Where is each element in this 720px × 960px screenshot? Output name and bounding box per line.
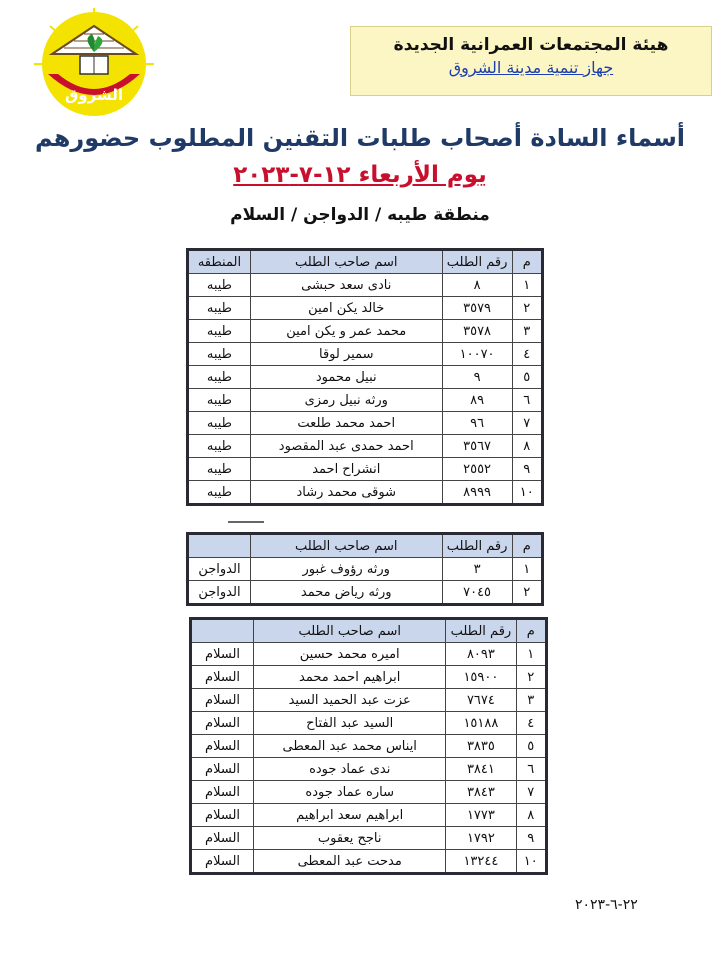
cell-request-number: ٣ [442, 558, 512, 581]
cell-area: طيبه [188, 343, 251, 366]
cell-applicant-name: احمد حمدى عبد المقصود [250, 435, 442, 458]
cell-area: طيبه [188, 320, 251, 343]
table-row [188, 435, 543, 458]
table-row [191, 781, 547, 804]
table-row [188, 458, 543, 481]
cell-no: ٤ [516, 712, 547, 735]
cell-applicant-name: سمير لوقا [250, 343, 442, 366]
cell-applicant-name: عزت عبد الحميد السيد [254, 689, 446, 712]
org-subtitle: جهاز تنمية مدينة الشروق [448, 58, 614, 77]
table-header-row [191, 619, 547, 643]
cell-request-number: ١٠٠٧٠ [442, 343, 512, 366]
cell-area: طيبه [188, 412, 251, 435]
cell-area: السلام [191, 643, 254, 666]
cell-no: ٣ [512, 320, 542, 343]
divider-mark [228, 521, 264, 523]
cell-area: طيبه [188, 389, 251, 412]
col-header-area: المنطقه [188, 250, 251, 274]
cell-applicant-name: مدحت عبد المعطى [254, 850, 446, 874]
cell-request-number: ٧٦٧٤ [446, 689, 516, 712]
cell-area: طيبه [188, 435, 251, 458]
cell-applicant-name: السيد عبد الفتاح [254, 712, 446, 735]
col-header-name: اسم صاحب الطلب [250, 250, 442, 274]
cell-no: ٧ [516, 781, 547, 804]
cell-request-number: ٩٦ [442, 412, 512, 435]
table-row [191, 850, 547, 874]
table-dawagen [186, 532, 544, 606]
col-header-name: اسم صاحب الطلب [250, 534, 442, 558]
cell-request-number: ٣٨٤٣ [446, 781, 516, 804]
cell-applicant-name: ندى عماد جوده [254, 758, 446, 781]
cell-area: السلام [191, 735, 254, 758]
cell-applicant-name: ايناس محمد عبد المعطى [254, 735, 446, 758]
col-header-no: م [516, 619, 547, 643]
cell-no: ١ [516, 643, 547, 666]
org-name: هيئة المجتمعات العمرانية الجديدة [393, 35, 669, 55]
cell-no: ٧ [512, 412, 542, 435]
col-header-no: م [512, 250, 542, 274]
table-row [191, 689, 547, 712]
table-row [191, 827, 547, 850]
cell-area: السلام [191, 804, 254, 827]
cell-applicant-name: شوقى محمد رشاد [250, 481, 442, 505]
cell-request-number: ٧٠٤٥ [442, 581, 512, 605]
cell-no: ٩ [516, 827, 547, 850]
cell-no: ٥ [512, 366, 542, 389]
table-tayba [186, 248, 544, 506]
cell-applicant-name: احمد محمد طلعت [250, 412, 442, 435]
cell-area: طيبه [188, 458, 251, 481]
col-header-name: اسم صاحب الطلب [254, 619, 446, 643]
cell-applicant-name: نادى سعد حبشى [250, 274, 442, 297]
table-row [191, 643, 547, 666]
table-row [188, 581, 543, 605]
cell-no: ٢ [512, 297, 542, 320]
table-row [188, 274, 543, 297]
cell-applicant-name: اميره محمد حسين [254, 643, 446, 666]
cell-no: ١٠ [516, 850, 547, 874]
cell-no: ٦ [516, 758, 547, 781]
col-header-req: رقم الطلب [442, 250, 512, 274]
cell-applicant-name: ساره عماد جوده [254, 781, 446, 804]
cell-no: ١ [512, 558, 542, 581]
cell-request-number: ٨٩٩٩ [442, 481, 512, 505]
cell-applicant-name: ناجح يعقوب [254, 827, 446, 850]
cell-request-number: ٨٠٩٣ [446, 643, 516, 666]
table-row [191, 712, 547, 735]
city-logo-icon [30, 8, 158, 120]
cell-area: طيبه [188, 274, 251, 297]
table-row [188, 366, 543, 389]
cell-request-number: ٣٥٧٨ [442, 320, 512, 343]
table-row [188, 297, 543, 320]
cell-applicant-name: ابراهيم احمد محمد [254, 666, 446, 689]
cell-area: السلام [191, 850, 254, 874]
cell-no: ٢ [516, 666, 547, 689]
table-row [188, 558, 543, 581]
cell-no: ٣ [516, 689, 547, 712]
cell-no: ١ [512, 274, 542, 297]
cell-no: ١٠ [512, 481, 542, 505]
cell-area: الدواجن [188, 581, 251, 605]
cell-request-number: ٣٥٧٩ [442, 297, 512, 320]
table-header-row [188, 250, 543, 274]
cell-applicant-name: محمد عمر و يكن امين [250, 320, 442, 343]
cell-no: ٥ [516, 735, 547, 758]
footer-date: ٢٢-٦-٢٠٢٣ [575, 897, 638, 913]
cell-applicant-name: ورثه رؤوف غبور [250, 558, 442, 581]
areas-heading: منطقة طيبه / الدواجن / السلام [230, 205, 490, 225]
col-header-req: رقم الطلب [446, 619, 516, 643]
cell-request-number: ١٧٩٢ [446, 827, 516, 850]
meeting-date: يوم الأربعاء ١٢-٧-٢٠٢٣ [233, 162, 487, 188]
cell-request-number: ١٥١٨٨ [446, 712, 516, 735]
cell-no: ٨ [512, 435, 542, 458]
cell-area: الدواجن [188, 558, 251, 581]
cell-area: السلام [191, 689, 254, 712]
cell-request-number: ٣٥٦٧ [442, 435, 512, 458]
table-row [191, 758, 547, 781]
cell-request-number: ٣٨٤١ [446, 758, 516, 781]
table-row [191, 666, 547, 689]
cell-area: طيبه [188, 481, 251, 505]
cell-request-number: ١٣٢٤٤ [446, 850, 516, 874]
cell-request-number: ٨٩ [442, 389, 512, 412]
cell-applicant-name: ابراهيم سعد ابراهيم [254, 804, 446, 827]
cell-request-number: ٩ [442, 366, 512, 389]
table-row [188, 320, 543, 343]
cell-area: السلام [191, 666, 254, 689]
header-box [350, 26, 712, 96]
table-row [188, 412, 543, 435]
table-header-row [188, 534, 543, 558]
col-header-area [191, 619, 254, 643]
cell-area: طيبه [188, 297, 251, 320]
cell-request-number: ٨ [442, 274, 512, 297]
cell-area: السلام [191, 758, 254, 781]
cell-applicant-name: ورثه نبيل رمزى [250, 389, 442, 412]
cell-no: ٦ [512, 389, 542, 412]
cell-request-number: ١٥٩٠٠ [446, 666, 516, 689]
cell-applicant-name: ورثه رياض محمد [250, 581, 442, 605]
cell-applicant-name: انشراح احمد [250, 458, 442, 481]
cell-request-number: ٢٥٥٢ [442, 458, 512, 481]
cell-area: السلام [191, 712, 254, 735]
col-header-no: م [512, 534, 542, 558]
table-row [191, 735, 547, 758]
cell-request-number: ٣٨٣٥ [446, 735, 516, 758]
col-header-req: رقم الطلب [442, 534, 512, 558]
cell-area: طيبه [188, 366, 251, 389]
cell-request-number: ١٧٧٣ [446, 804, 516, 827]
table-row [188, 343, 543, 366]
cell-no: ٨ [516, 804, 547, 827]
cell-applicant-name: خالد يكن امين [250, 297, 442, 320]
cell-no: ٤ [512, 343, 542, 366]
page-title: أسماء السادة أصحاب طلبات التقنين المطلوب حضورهم [34, 124, 686, 152]
cell-no: ٩ [512, 458, 542, 481]
col-header-area [188, 534, 251, 558]
table-row [188, 481, 543, 505]
table-row [191, 804, 547, 827]
table-salam [189, 617, 548, 875]
cell-area: السلام [191, 827, 254, 850]
svg-text:الشروق: الشروق [64, 86, 124, 104]
cell-applicant-name: نبيل محمود [250, 366, 442, 389]
table-row [188, 389, 543, 412]
cell-no: ٢ [512, 581, 542, 605]
cell-area: السلام [191, 781, 254, 804]
